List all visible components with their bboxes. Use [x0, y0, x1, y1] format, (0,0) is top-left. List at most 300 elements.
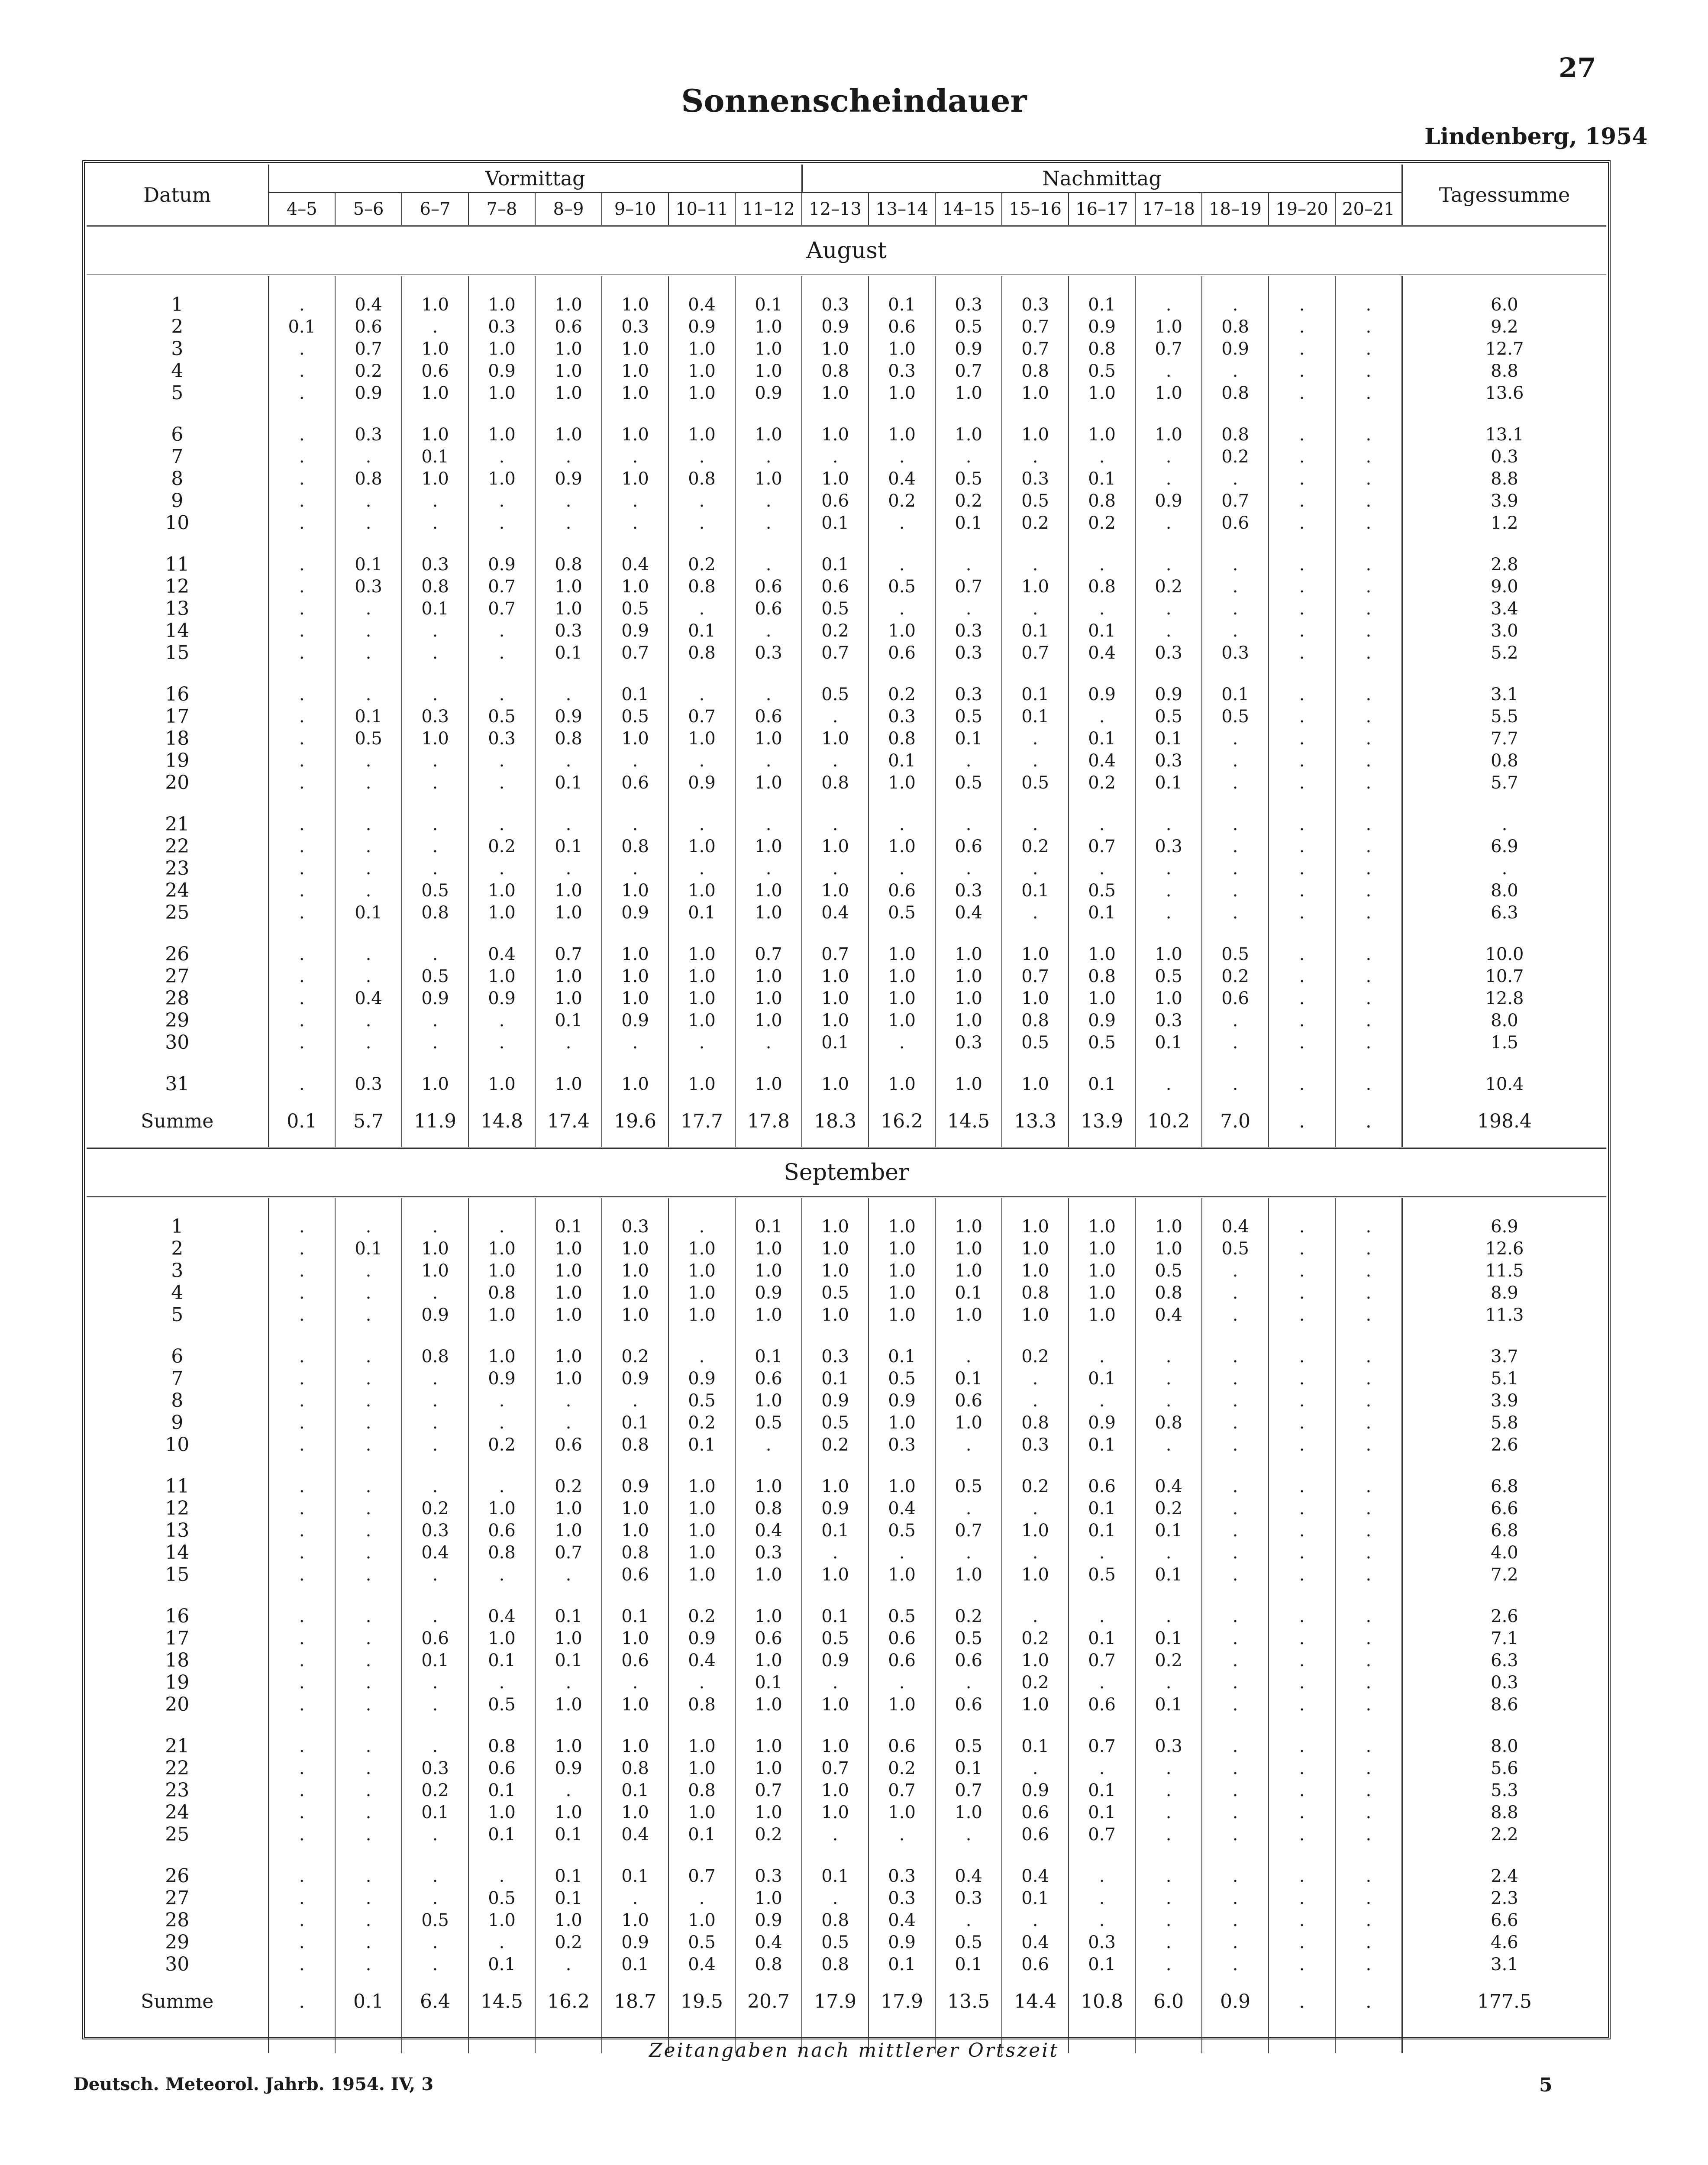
- hour-value: .: [1135, 1779, 1202, 1801]
- hour-value: .: [935, 813, 1002, 835]
- hour-value: 0.6: [468, 1757, 535, 1779]
- hour-value: .: [1135, 1801, 1202, 1823]
- hour-value: .: [735, 683, 802, 705]
- hour-value: 0.4: [668, 294, 735, 316]
- day-total: 3.7: [1402, 1345, 1606, 1367]
- hour-value: .: [1135, 1931, 1202, 1953]
- hour-value: 0.7: [668, 1865, 735, 1887]
- hour-value: 1.0: [668, 382, 735, 404]
- hour-value: .: [1269, 490, 1335, 512]
- day-total: 6.9: [1402, 835, 1606, 857]
- hour-value: .: [402, 1693, 468, 1716]
- hour-value: .: [1335, 1931, 1402, 1953]
- hour-value: .: [335, 1627, 402, 1649]
- hour-value: 0.6: [602, 1564, 668, 1586]
- hour-value: .: [935, 598, 1002, 620]
- hour-value: 0.1: [402, 1649, 468, 1671]
- day-row: [87, 1909, 1606, 1931]
- hour-value: 1.0: [668, 360, 735, 382]
- hour-value: 1.0: [802, 1779, 869, 1801]
- value-cell: [1069, 664, 1135, 683]
- hour-value: .: [1335, 423, 1402, 446]
- hour-value: .: [1202, 1412, 1269, 1434]
- day-row: [87, 1389, 1606, 1412]
- value-cell: [268, 275, 335, 294]
- hour-value: 1.0: [869, 1564, 935, 1586]
- hour-value: 0.9: [602, 1009, 668, 1031]
- hour-value: .: [1269, 1693, 1335, 1716]
- value-cell: [802, 1845, 869, 1865]
- day-number: 3: [171, 1260, 184, 1282]
- hour-value: .: [802, 1823, 869, 1845]
- hour-value: 0.2: [1135, 1649, 1202, 1671]
- hour-value: 1.0: [535, 1345, 602, 1367]
- hour-value: .: [335, 1009, 402, 1031]
- hour-value: 1.0: [1002, 987, 1069, 1009]
- hour-value: .: [1335, 943, 1402, 965]
- hour-value: 0.9: [1069, 316, 1135, 338]
- hour-value: .: [468, 1031, 535, 1053]
- day-number: 9: [171, 490, 184, 512]
- day-total: 2.8: [1402, 553, 1606, 575]
- hour-value: 0.8: [869, 727, 935, 750]
- day-total: 9.2: [1402, 316, 1606, 338]
- hour-value: 0.6: [802, 490, 869, 512]
- hour-value: .: [335, 1389, 402, 1412]
- hour-value: .: [335, 1031, 402, 1053]
- hour-value: 0.2: [335, 360, 402, 382]
- header-hours-row: [87, 193, 1606, 226]
- spacer-row: [87, 1197, 1606, 1215]
- hour-value: .: [1002, 1541, 1069, 1564]
- hour-value: .: [1335, 1412, 1402, 1434]
- sum-value: .: [1335, 1095, 1402, 1148]
- hour-value: .: [869, 553, 935, 575]
- hour-value: 1.0: [735, 727, 802, 750]
- day-number: 23: [165, 1779, 190, 1801]
- hour-value: .: [1269, 1215, 1335, 1238]
- datum-cell: [87, 275, 268, 294]
- value-cell: [535, 1586, 602, 1605]
- value-cell: [869, 275, 935, 294]
- hour-value: 1.0: [535, 1519, 602, 1541]
- hour-value: 1.0: [735, 423, 802, 446]
- hour-value: 1.0: [802, 423, 869, 446]
- hour-value: .: [1135, 1541, 1202, 1564]
- hour-value: .: [1269, 1887, 1335, 1909]
- hour-value: 0.6: [402, 360, 468, 382]
- hour-value: .: [1135, 1434, 1202, 1456]
- day-total: 13.1: [1402, 423, 1606, 446]
- page-title: Sonnenscheindauer: [681, 82, 1027, 119]
- hour-value: 1.0: [468, 423, 535, 446]
- total-cell: [1402, 275, 1606, 294]
- hour-value: 1.0: [802, 468, 869, 490]
- sum-value: 0.1: [335, 1975, 402, 2027]
- hour-value: 1.0: [869, 1693, 935, 1716]
- hour-value: 0.2: [1069, 512, 1135, 534]
- hour-value: .: [735, 620, 802, 642]
- hour-value: 0.9: [468, 1367, 535, 1389]
- hour-value: .: [1335, 857, 1402, 879]
- sum-row: [87, 1975, 1606, 2027]
- hour-value: .: [1135, 1823, 1202, 1845]
- value-cell: [602, 275, 668, 294]
- hour-value: 1.0: [402, 294, 468, 316]
- hour-value: 0.5: [869, 1519, 935, 1541]
- hour-value: .: [335, 1931, 402, 1953]
- hour-value: 1.0: [735, 1735, 802, 1757]
- hour-value: .: [468, 1412, 535, 1434]
- hour-value: .: [1269, 727, 1335, 750]
- day-number: 2: [171, 1238, 184, 1260]
- value-cell: [602, 404, 668, 423]
- hour-value: 1.0: [1002, 1260, 1069, 1282]
- hour-value: .: [535, 512, 602, 534]
- hour-value: 0.3: [935, 1887, 1002, 1909]
- hour-value: .: [335, 1497, 402, 1519]
- hour-value: .: [1335, 598, 1402, 620]
- hour-value: 0.1: [1069, 1801, 1135, 1823]
- hour-value: 0.8: [1069, 575, 1135, 598]
- sum-value: .: [1269, 1095, 1335, 1148]
- hour-value: 0.9: [1069, 1009, 1135, 1031]
- datum-cell: [87, 1586, 268, 1605]
- hour-value: .: [1002, 598, 1069, 620]
- hour-value: .: [268, 1627, 335, 1649]
- hour-value: 1.0: [1069, 1238, 1135, 1260]
- hour-value: 0.3: [735, 1865, 802, 1887]
- sum-value: 0.1: [268, 1095, 335, 1148]
- value-cell: [1135, 1716, 1202, 1735]
- hour-value: 0.5: [802, 1282, 869, 1304]
- hour-value: 0.1: [402, 446, 468, 468]
- day-number: 30: [165, 1953, 190, 1975]
- hour-value: 1.0: [668, 1801, 735, 1823]
- hour-value: .: [335, 1671, 402, 1693]
- hour-value: 0.3: [1069, 1931, 1135, 1953]
- hour-value: .: [1269, 1260, 1335, 1282]
- hour-value: 1.0: [869, 987, 935, 1009]
- hour-value: 0.4: [735, 1519, 802, 1541]
- value-cell: [935, 1845, 1002, 1865]
- hour-value: .: [1335, 1801, 1402, 1823]
- hour-value: .: [1135, 813, 1202, 835]
- day-row: [87, 1605, 1606, 1627]
- hour-value: 0.1: [602, 1865, 668, 1887]
- hour-value: 1.0: [735, 1238, 802, 1260]
- day-number: 26: [165, 943, 190, 965]
- day-total: 3.9: [1402, 490, 1606, 512]
- day-total: 1.5: [1402, 1031, 1606, 1053]
- hour-value: .: [402, 1735, 468, 1757]
- hour-value: .: [1069, 1389, 1135, 1412]
- hour-value: .: [268, 1823, 335, 1845]
- value-cell: [1202, 1716, 1269, 1735]
- hour-value: .: [468, 1931, 535, 1953]
- hour-value: 0.3: [335, 423, 402, 446]
- hour-value: 0.4: [1002, 1931, 1069, 1953]
- value-cell: [602, 1326, 668, 1345]
- hour-value: .: [402, 1865, 468, 1887]
- hour-value: 1.0: [935, 1260, 1002, 1282]
- hour-value: 1.0: [668, 423, 735, 446]
- value-cell: [1135, 1586, 1202, 1605]
- hour-value: .: [335, 512, 402, 534]
- value-cell: [935, 1326, 1002, 1345]
- hour-value: 1.0: [935, 1564, 1002, 1586]
- day-total: 5.3: [1402, 1779, 1606, 1801]
- hour-value: 0.6: [535, 1434, 602, 1456]
- datum-cell: [87, 794, 268, 813]
- hour-value: .: [1335, 490, 1402, 512]
- hour-value: 1.0: [1069, 1215, 1135, 1238]
- hour-value: 1.0: [1069, 1260, 1135, 1282]
- value-cell: [802, 1456, 869, 1475]
- hour-value: 1.0: [735, 987, 802, 1009]
- header-hour: 17–18: [1135, 193, 1202, 226]
- value-cell: [402, 534, 468, 553]
- header-hour: 20–21: [1335, 193, 1402, 226]
- hour-value: .: [1002, 1909, 1069, 1931]
- hour-value: .: [802, 446, 869, 468]
- hour-value: .: [335, 490, 402, 512]
- day-row: [87, 598, 1606, 620]
- hour-value: 0.1: [802, 512, 869, 534]
- hour-value: 1.0: [735, 835, 802, 857]
- value-cell: [1269, 1716, 1335, 1735]
- hour-value: 0.5: [668, 1389, 735, 1412]
- hour-value: 1.0: [735, 1801, 802, 1823]
- hour-value: .: [268, 1434, 335, 1456]
- hour-value: .: [1269, 423, 1335, 446]
- datum-cell: [87, 924, 268, 943]
- hour-value: 1.0: [468, 965, 535, 987]
- hour-value: 1.0: [468, 1304, 535, 1326]
- hour-value: 1.0: [935, 1009, 1002, 1031]
- hour-value: 1.0: [1069, 987, 1135, 1009]
- hour-value: .: [1202, 1887, 1269, 1909]
- hour-value: 0.3: [869, 1865, 935, 1887]
- spacer-row: [87, 1845, 1606, 1865]
- hour-value: .: [468, 512, 535, 534]
- hour-value: .: [1002, 902, 1069, 924]
- hour-value: .: [802, 750, 869, 772]
- hour-value: 0.9: [468, 360, 535, 382]
- value-cell: [535, 1053, 602, 1073]
- station-label: Lindenberg, 1954: [1424, 123, 1648, 150]
- hour-value: 1.0: [402, 1238, 468, 1260]
- value-cell: [1002, 924, 1069, 943]
- hour-value: .: [268, 620, 335, 642]
- hour-value: .: [1269, 1389, 1335, 1412]
- hour-value: .: [869, 1671, 935, 1693]
- value-cell: [1069, 534, 1135, 553]
- hour-value: .: [1269, 1475, 1335, 1497]
- hour-value: .: [935, 1823, 1002, 1845]
- hour-value: 1.0: [535, 575, 602, 598]
- hour-value: .: [1069, 598, 1135, 620]
- hour-value: .: [802, 857, 869, 879]
- day-number: 2: [171, 316, 184, 338]
- hour-value: .: [1269, 446, 1335, 468]
- day-total: 6.6: [1402, 1497, 1606, 1519]
- hour-value: 0.5: [1135, 1260, 1202, 1282]
- hour-value: 0.1: [1135, 1693, 1202, 1716]
- hour-value: .: [335, 1367, 402, 1389]
- hour-value: 1.0: [602, 575, 668, 598]
- hour-value: .: [1335, 879, 1402, 902]
- value-cell: [935, 1197, 1002, 1215]
- total-cell: [1402, 1716, 1606, 1735]
- value-cell: [668, 1716, 735, 1735]
- hour-value: .: [1335, 1757, 1402, 1779]
- hour-value: .: [335, 1345, 402, 1367]
- hour-value: 0.3: [869, 705, 935, 727]
- hour-value: 0.1: [1069, 1519, 1135, 1541]
- hour-value: .: [1269, 1497, 1335, 1519]
- hour-value: 0.5: [468, 705, 535, 727]
- hour-value: .: [468, 1564, 535, 1586]
- hour-value: 0.2: [402, 1779, 468, 1801]
- sum-total: 177.5: [1402, 1975, 1606, 2027]
- value-cell: [735, 924, 802, 943]
- hour-value: 1.0: [602, 1801, 668, 1823]
- hour-value: .: [1335, 1389, 1402, 1412]
- hour-value: .: [402, 1475, 468, 1497]
- hour-value: 0.8: [1135, 1282, 1202, 1304]
- value-cell: [802, 1326, 869, 1345]
- value-cell: [668, 1586, 735, 1605]
- hour-value: .: [1269, 1931, 1335, 1953]
- hour-value: 1.0: [735, 1887, 802, 1909]
- hour-value: .: [335, 1475, 402, 1497]
- hour-value: .: [1002, 446, 1069, 468]
- hour-value: .: [468, 620, 535, 642]
- hour-value: .: [1135, 1953, 1202, 1975]
- hour-value: 0.9: [668, 1367, 735, 1389]
- hour-value: 0.5: [802, 1931, 869, 1953]
- hour-value: .: [402, 620, 468, 642]
- value-cell: [802, 1053, 869, 1073]
- value-cell: [1335, 794, 1402, 813]
- hour-value: .: [1069, 1865, 1135, 1887]
- hour-value: 0.1: [1135, 1564, 1202, 1586]
- value-cell: [402, 1456, 468, 1475]
- day-number: 16: [165, 1605, 190, 1627]
- hour-value: 1.0: [735, 1475, 802, 1497]
- hour-value: .: [468, 1215, 535, 1238]
- header-hour: 5–6: [335, 193, 402, 226]
- hour-value: 0.6: [935, 1649, 1002, 1671]
- day-number: 17: [165, 1627, 190, 1649]
- sum-value: 17.9: [802, 1975, 869, 2027]
- hour-value: 1.0: [802, 987, 869, 1009]
- hour-value: 0.7: [1069, 1823, 1135, 1845]
- hour-value: .: [402, 1671, 468, 1693]
- hour-value: 1.0: [602, 338, 668, 360]
- hour-value: 0.9: [802, 1649, 869, 1671]
- hour-value: .: [402, 857, 468, 879]
- hour-value: .: [1135, 879, 1202, 902]
- hour-value: .: [668, 857, 735, 879]
- hour-value: 0.1: [935, 1757, 1002, 1779]
- hour-value: .: [402, 683, 468, 705]
- day-total: 8.0: [1402, 879, 1606, 902]
- value-cell: [1202, 794, 1269, 813]
- hour-value: .: [335, 446, 402, 468]
- value-cell: [268, 534, 335, 553]
- hour-value: 1.0: [602, 468, 668, 490]
- hour-value: 1.0: [1135, 382, 1202, 404]
- hour-value: 1.0: [802, 1564, 869, 1586]
- footer-note: Zeitangaben nach mittlerer Ortszeit: [649, 2039, 1059, 2062]
- hour-value: .: [1269, 1865, 1335, 1887]
- value-cell: [335, 1197, 402, 1215]
- hour-value: .: [1269, 1345, 1335, 1367]
- hour-value: .: [869, 857, 935, 879]
- hour-value: .: [1269, 813, 1335, 835]
- value-cell: [602, 1053, 668, 1073]
- hour-value: .: [1335, 294, 1402, 316]
- hour-value: .: [468, 813, 535, 835]
- hour-value: .: [335, 1735, 402, 1757]
- hour-value: 0.9: [869, 1931, 935, 1953]
- value-cell: [869, 1586, 935, 1605]
- value-cell: [668, 1456, 735, 1475]
- hour-value: 0.7: [802, 943, 869, 965]
- value-cell: [1002, 664, 1069, 683]
- hour-value: 0.1: [1135, 1627, 1202, 1649]
- day-total: 5.8: [1402, 1412, 1606, 1434]
- hour-value: 0.7: [802, 642, 869, 664]
- value-cell: [869, 534, 935, 553]
- hour-value: .: [268, 1304, 335, 1326]
- hour-value: .: [668, 446, 735, 468]
- day-total: 0.3: [1402, 1671, 1606, 1693]
- hour-value: 1.0: [1135, 943, 1202, 965]
- hour-value: .: [1135, 446, 1202, 468]
- hour-value: 0.1: [602, 1953, 668, 1975]
- hour-value: .: [1335, 1009, 1402, 1031]
- value-cell: [1069, 1586, 1135, 1605]
- hour-value: .: [1335, 1282, 1402, 1304]
- value-cell: [935, 924, 1002, 943]
- hour-value: .: [268, 1282, 335, 1304]
- hour-value: .: [1002, 857, 1069, 879]
- value-cell: [1335, 275, 1402, 294]
- value-cell: [335, 1716, 402, 1735]
- day-total: 2.6: [1402, 1434, 1606, 1456]
- hour-value: 0.2: [468, 1434, 535, 1456]
- hour-value: .: [268, 1801, 335, 1823]
- value-cell: [1002, 275, 1069, 294]
- sum-value: 10.8: [1069, 1975, 1135, 2027]
- sum-value: .: [1335, 1975, 1402, 2027]
- day-number: 29: [165, 1009, 190, 1031]
- hour-value: .: [268, 1671, 335, 1693]
- hour-value: 0.6: [869, 1627, 935, 1649]
- day-row: [87, 490, 1606, 512]
- hour-value: 1.0: [668, 1475, 735, 1497]
- hour-value: .: [735, 446, 802, 468]
- day-number: 24: [165, 879, 190, 902]
- day-total: 8.6: [1402, 1693, 1606, 1716]
- hour-value: 0.3: [602, 1215, 668, 1238]
- hour-value: 0.8: [1135, 1412, 1202, 1434]
- hour-value: 1.0: [602, 294, 668, 316]
- hour-value: .: [335, 1779, 402, 1801]
